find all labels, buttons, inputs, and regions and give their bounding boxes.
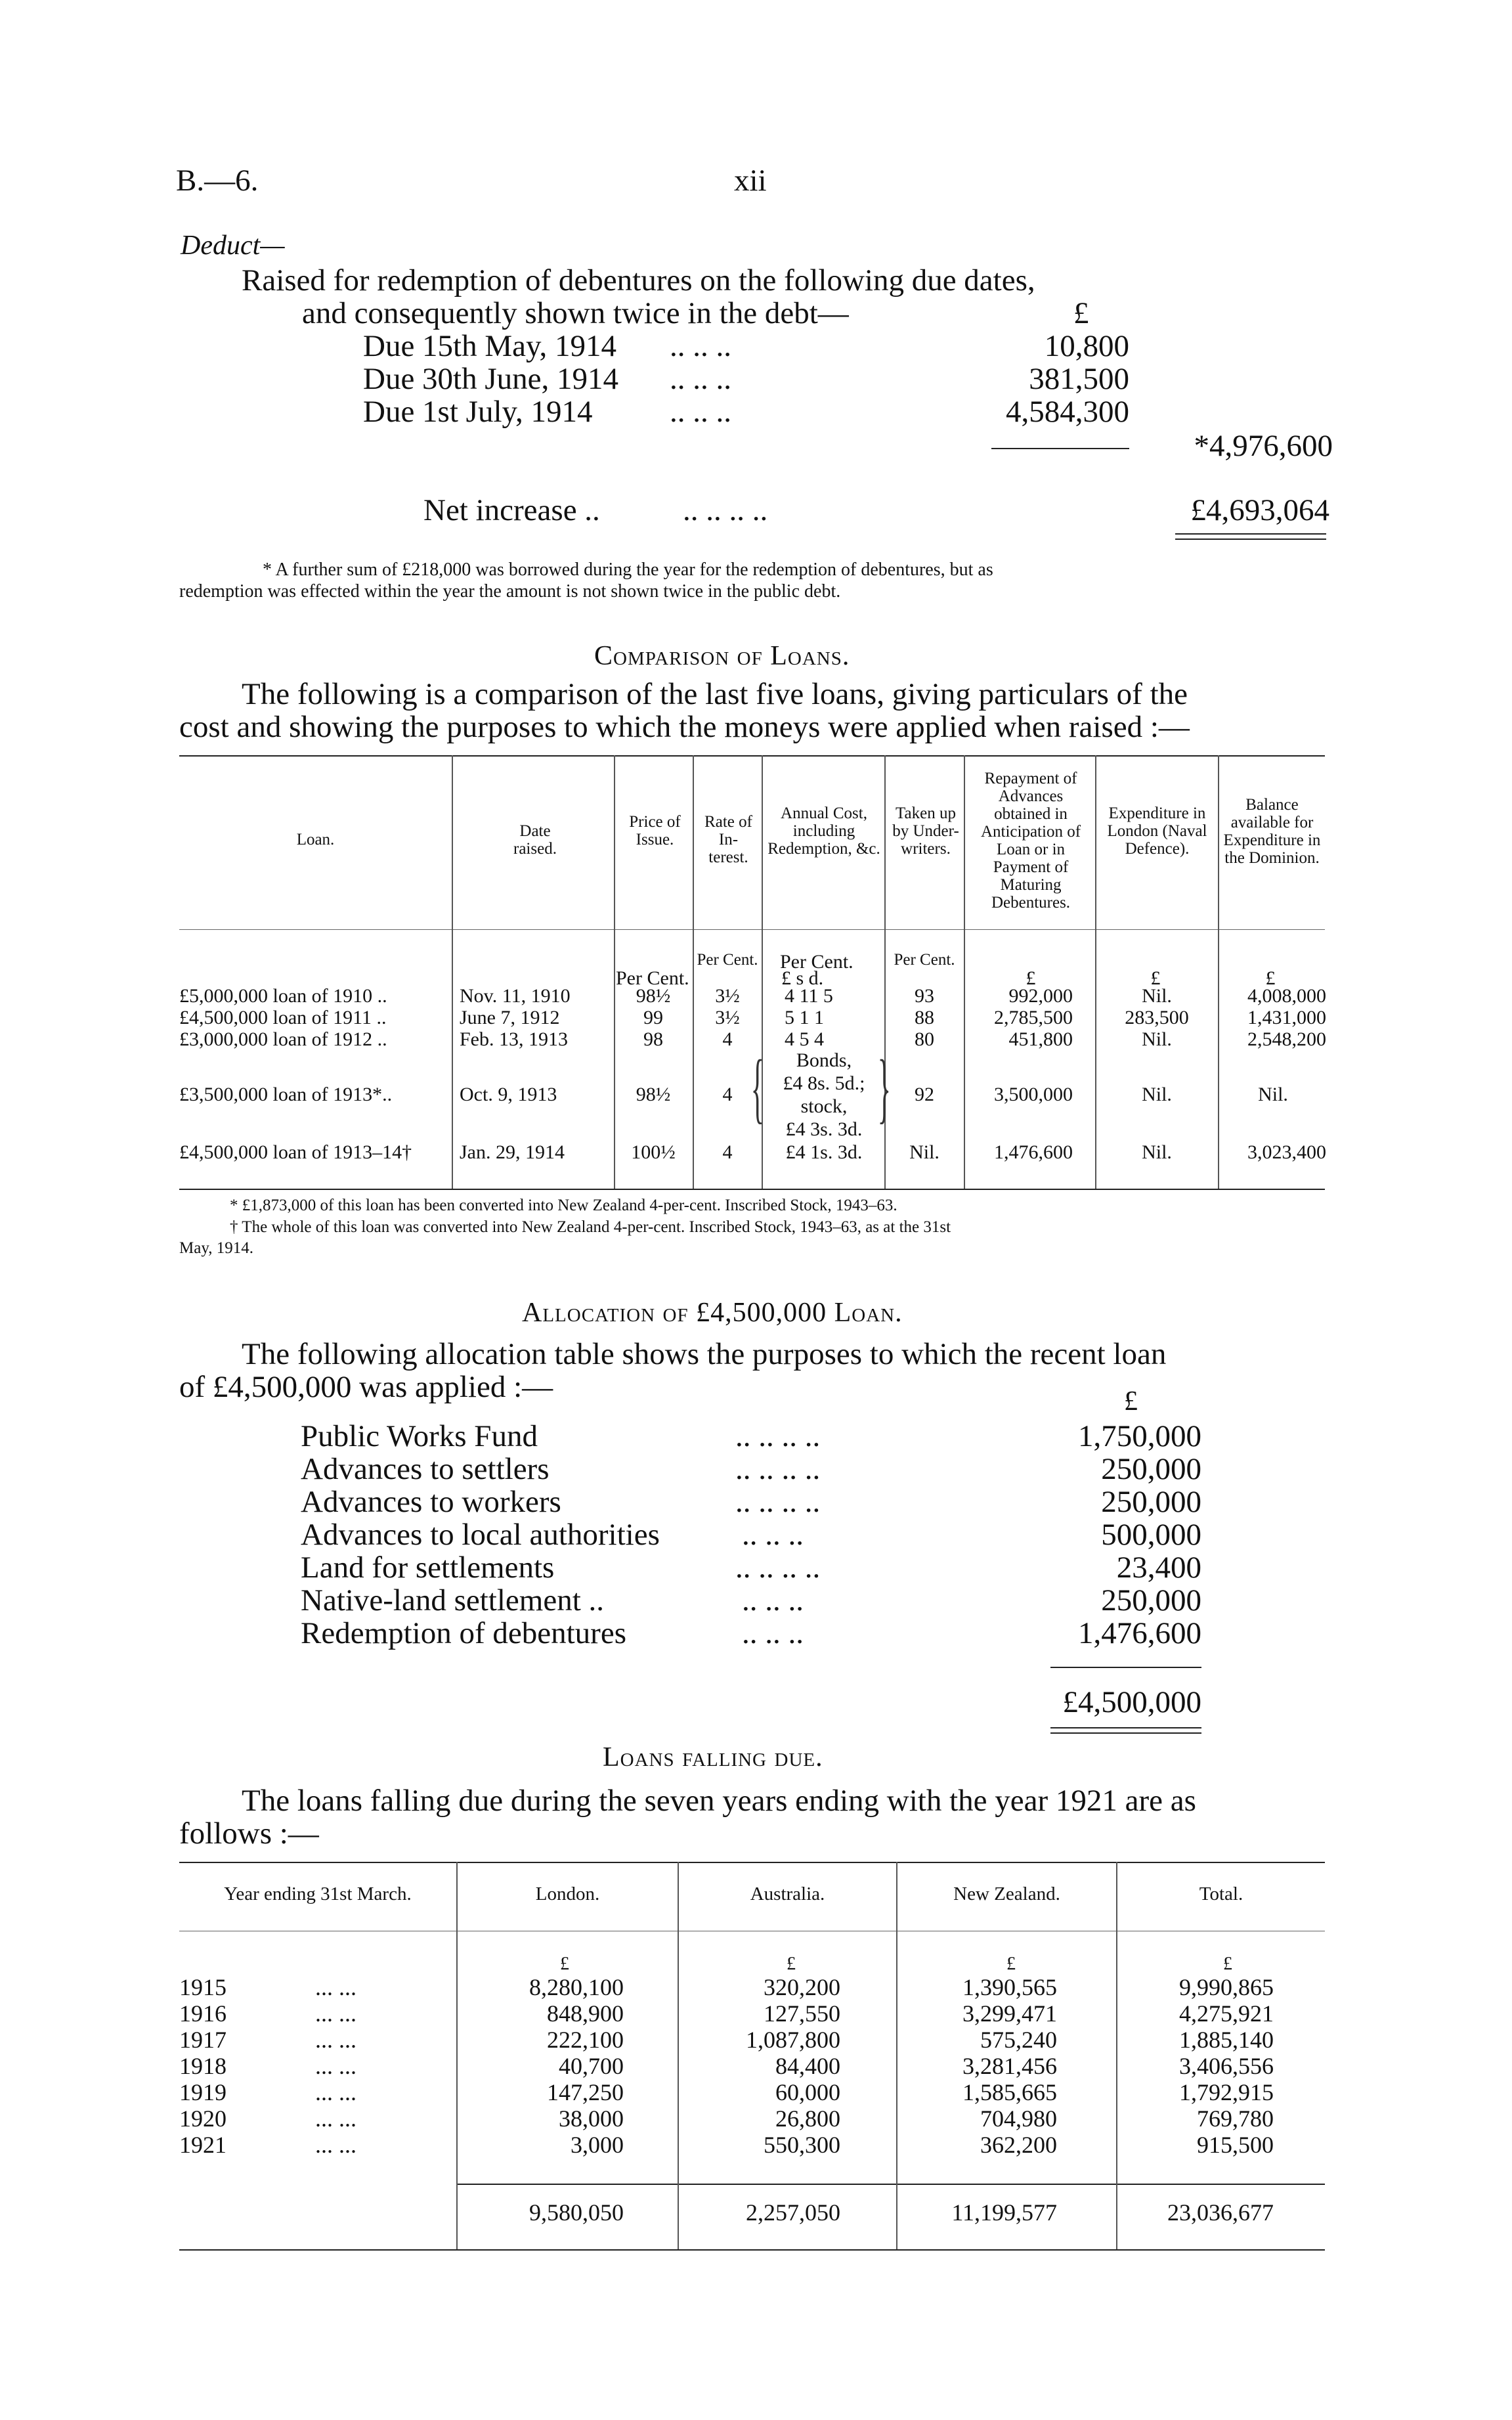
cell-annual: 4 5 4 — [785, 1028, 824, 1050]
allocation-item-dots: .. .. .. .. — [735, 1419, 821, 1453]
col-header-australia: Australia. — [750, 1883, 825, 1904]
allocation-item-amount: 250,000 — [1101, 1452, 1201, 1486]
unit-repay: £ — [1026, 967, 1036, 989]
cell-taken: 80 — [915, 1028, 934, 1050]
allocation-item-dots: .. .. .. .. — [735, 1452, 821, 1486]
net-increase-value: £4,693,064 — [1190, 493, 1329, 527]
cell-rate: 3½ — [715, 1007, 740, 1028]
cell-date: Feb. 13, 1913 — [460, 1028, 568, 1050]
cell-price: 99 — [643, 1007, 663, 1028]
allocation-item-amount: 500,000 — [1101, 1518, 1201, 1552]
cell-total: 769,780 — [1197, 2105, 1274, 2132]
allocation-item-amount: 1,750,000 — [1078, 1419, 1201, 1453]
col-header-rate: Rate of In- terest. — [704, 813, 752, 866]
cell-expend: Nil. — [1142, 1141, 1172, 1163]
allocation-total: £4,500,000 — [1062, 1685, 1201, 1719]
allocation-rule — [1050, 1667, 1201, 1668]
cell-london: 3,000 — [571, 2132, 624, 2158]
cell-taken: 92 — [915, 1084, 934, 1105]
cell-price: 98½ — [636, 1084, 671, 1105]
cell-balance: 3,023,400 — [1247, 1141, 1326, 1163]
cell-repay: 451,800 — [1008, 1028, 1073, 1050]
total-nz: 11,199,577 — [951, 2199, 1057, 2226]
unit-australia: £ — [787, 1954, 796, 1974]
allocation-item-dots: .. .. .. .. — [735, 1485, 821, 1519]
comparison-intro: cost and showing the purposes to which the moneys were applied when raised :— — [179, 710, 1190, 744]
brace-right: } — [877, 1044, 891, 1131]
cell-nz: 575,240 — [980, 2027, 1057, 2053]
cell-dots: ... ... — [315, 2132, 356, 2158]
col-header-nz: New Zealand. — [953, 1883, 1060, 1904]
cell-nz: 1,390,565 — [962, 1974, 1057, 2000]
comparison-title: Comparison of Loans. — [594, 641, 850, 671]
cell-repay: 3,500,000 — [994, 1084, 1073, 1105]
cell-annual: £4 1s. 3d. — [785, 1141, 863, 1163]
allocation-item-amount: 23,400 — [1116, 1551, 1201, 1585]
cell-expend: Nil. — [1142, 985, 1172, 1007]
cell-australia: 1,087,800 — [746, 2027, 840, 2053]
unit-taken: Per Cent. — [894, 951, 955, 969]
allocation-item-amount: 250,000 — [1101, 1485, 1201, 1519]
cell-price: 100½ — [631, 1141, 676, 1163]
cell-loan: £3,500,000 loan of 1913*.. — [179, 1084, 393, 1105]
deduct-item-dots: .. .. .. — [670, 329, 731, 363]
cell-balance: 2,548,200 — [1247, 1028, 1326, 1050]
cell-dots: ... ... — [315, 2079, 356, 2105]
allocation-item-dots: .. .. .. — [742, 1616, 804, 1650]
cell-taken: 93 — [915, 985, 934, 1007]
cell-loan: £4,500,000 loan of 1911 .. — [179, 1007, 387, 1028]
cell-australia: 320,200 — [764, 1974, 840, 2000]
cell-year: 1917 — [179, 2027, 227, 2053]
unit-balance: £ — [1265, 967, 1276, 989]
cell-australia: 84,400 — [775, 2053, 840, 2079]
cell-dots: ... ... — [315, 2053, 356, 2079]
cell-australia: 60,000 — [775, 2079, 840, 2105]
page-number: xii — [734, 164, 767, 198]
deduct-line1: Raised for redemption of debentures on the following due dates, — [242, 263, 1035, 297]
deduct-line2: and consequently shown twice in the debt— — [302, 296, 849, 330]
cell-annual-line: £4 8s. 5d.; — [783, 1072, 865, 1094]
unit-expend: £ — [1150, 967, 1161, 989]
cell-expend: 283,500 — [1125, 1007, 1189, 1028]
cell-expend: Nil. — [1142, 1084, 1172, 1105]
cell-date: Nov. 11, 1910 — [460, 985, 571, 1007]
net-increase-dots: .. .. .. .. — [683, 493, 768, 527]
allocation-currency: £ — [1124, 1386, 1138, 1417]
allocation-title: Allocation of £4,500,000 Loan. — [522, 1298, 903, 1328]
cell-annual: 4 11 5 — [785, 985, 833, 1007]
cell-australia: 26,800 — [775, 2105, 840, 2132]
allocation-item-label: Redemption of debentures — [301, 1616, 626, 1650]
allocation-item-label: Public Works Fund — [301, 1419, 538, 1453]
allocation-item-dots: .. .. .. — [742, 1518, 804, 1552]
cell-total: 1,792,915 — [1179, 2079, 1274, 2105]
cell-total: 1,885,140 — [1179, 2027, 1274, 2053]
cell-year: 1920 — [179, 2105, 227, 2132]
double-rule — [1175, 533, 1326, 535]
deduct-footnote: redemption was effected within the year the amount is not shown twice in the public debt. — [179, 581, 841, 602]
cell-nz: 3,281,456 — [962, 2053, 1057, 2079]
cell-year: 1915 — [179, 1974, 227, 2000]
comparison-footnote: † The whole of this loan was converted into New Zealand 4-per-cent. Inscribed Stock, 1943–63, as at the 31st — [230, 1218, 951, 1236]
cell-london: 147,250 — [547, 2079, 624, 2105]
col-header-date: Date raised. — [513, 822, 557, 858]
cell-dots: ... ... — [315, 2000, 356, 2027]
deduct-item-dots: .. .. .. — [670, 395, 731, 429]
allocation-item-label: Advances to workers — [301, 1485, 561, 1519]
cell-taken: 88 — [915, 1007, 934, 1028]
cell-australia: 127,550 — [764, 2000, 840, 2027]
deduct-item-label: Due 15th May, 1914 — [363, 329, 616, 363]
cell-dots: ... ... — [315, 2105, 356, 2132]
falling-due-title: Loans falling due. — [603, 1742, 823, 1772]
brace-left: { — [750, 1044, 764, 1131]
cell-year: 1921 — [179, 2132, 227, 2158]
cell-annual-line: stock, — [800, 1095, 848, 1117]
cell-london: 38,000 — [559, 2105, 624, 2132]
allocation-item-label: Advances to settlers — [301, 1452, 550, 1486]
col-header-year: Year ending 31st March. — [224, 1883, 412, 1904]
cell-annual-line: £4 3s. 3d. — [785, 1118, 863, 1140]
cell-taken: Nil. — [909, 1141, 940, 1163]
col-header-loan: Loan. — [296, 831, 335, 848]
cell-balance: 4,008,000 — [1247, 985, 1326, 1007]
cell-rate: 4 — [722, 1028, 733, 1050]
double-rule — [1050, 1732, 1201, 1734]
allocation-item-dots: .. .. .. .. — [735, 1551, 821, 1585]
cell-rate: 4 — [722, 1084, 733, 1105]
cell-repay: 992,000 — [1008, 985, 1073, 1007]
allocation-intro: of £4,500,000 was applied :— — [179, 1370, 553, 1404]
deduct-item-amount: 10,800 — [1044, 329, 1129, 363]
cell-total: 4,275,921 — [1179, 2000, 1274, 2027]
deduct-item-label: Due 1st July, 1914 — [363, 395, 593, 429]
total-australia: 2,257,050 — [746, 2199, 840, 2226]
allocation-intro: The following allocation table shows the purposes to which the recent loan — [242, 1337, 1167, 1371]
cell-date: Oct. 9, 1913 — [460, 1084, 557, 1105]
cell-price: 98½ — [636, 985, 671, 1007]
col-header-taken: Taken up by Under- writers. — [892, 804, 959, 858]
falling-due-intro: follows :— — [179, 1816, 319, 1851]
deduct-item-label: Due 30th June, 1914 — [363, 362, 619, 396]
deduct-total: *4,976,600 — [1194, 429, 1333, 463]
comparison-intro: The following is a comparison of the last five loans, giving particulars of the — [242, 677, 1188, 711]
cell-london: 848,900 — [547, 2000, 624, 2027]
cell-expend: Nil. — [1142, 1028, 1172, 1050]
cell-nz: 362,200 — [980, 2132, 1057, 2158]
cell-year: 1916 — [179, 2000, 227, 2027]
cell-london: 8,280,100 — [529, 1974, 624, 2000]
allocation-item-label: Advances to local authorities — [301, 1518, 660, 1552]
unit-annual: Per Cent. — [780, 951, 853, 973]
total-london: 9,580,050 — [529, 2199, 624, 2226]
col-header-repay: Repayment of Advances obtained in Anticipation of Loan or in Payment of Maturing Debentures. — [980, 770, 1081, 912]
unit-nz: £ — [1006, 1954, 1016, 1974]
col-header-price: Price of Issue. — [629, 813, 681, 848]
cell-loan: £5,000,000 loan of 1910 .. — [179, 985, 387, 1007]
cell-annual: 5 1 1 — [785, 1007, 824, 1028]
allocation-item-label: Land for settlements — [301, 1551, 555, 1585]
cell-annual-line: Bonds, — [796, 1049, 852, 1071]
cell-nz: 3,299,471 — [962, 2000, 1057, 2027]
col-header-balance: Balance available for Expenditure in the Dominion. — [1223, 796, 1321, 867]
comparison-footnote: May, 1914. — [179, 1239, 253, 1257]
double-rule — [1175, 539, 1326, 540]
cell-loan: £3,000,000 loan of 1912 .. — [179, 1028, 387, 1050]
cell-price: 98 — [643, 1028, 663, 1050]
cell-repay: 1,476,600 — [994, 1141, 1073, 1163]
comparison-footnote: * £1,873,000 of this loan has been converted into New Zealand 4-per-cent. Inscribed Stock, 1943–63. — [230, 1197, 897, 1214]
deduct-currency: £ — [1073, 296, 1089, 330]
cell-date: Jan. 29, 1914 — [460, 1141, 565, 1163]
col-header-expend: Expenditure in London (Naval Defence). — [1107, 804, 1207, 858]
cell-total: 3,406,556 — [1179, 2053, 1274, 2079]
cell-dots: ... ... — [315, 2027, 356, 2053]
total-total: 23,036,677 — [1167, 2199, 1274, 2226]
cell-nz: 704,980 — [980, 2105, 1057, 2132]
deduct-item-dots: .. .. .. — [670, 362, 731, 396]
unit-price: Per Cent. — [616, 967, 689, 989]
cell-total: 915,500 — [1197, 2132, 1274, 2158]
deduct-item-amount: 4,584,300 — [1006, 395, 1129, 429]
cell-london: 40,700 — [559, 2053, 624, 2079]
double-rule — [1050, 1727, 1201, 1728]
net-increase-label: Net increase .. — [423, 493, 600, 527]
unit-rate: Per Cent. — [697, 951, 758, 969]
falling-due-intro: The loans falling due during the seven years ending with the year 1921 are as — [242, 1784, 1196, 1818]
cell-rate: 3½ — [715, 985, 740, 1007]
cell-year: 1919 — [179, 2079, 227, 2105]
cell-rate: 4 — [722, 1141, 733, 1163]
deduct-label: Deduct— — [181, 231, 285, 261]
unit-total: £ — [1223, 1954, 1232, 1974]
allocation-item-label: Native-land settlement .. — [301, 1583, 605, 1617]
cell-nz: 1,585,665 — [962, 2079, 1057, 2105]
col-header-london: London. — [535, 1883, 600, 1904]
cell-balance: Nil. — [1258, 1084, 1288, 1105]
unit-annual-lsd: £ s d. — [781, 967, 824, 989]
col-header-annual: Annual Cost, including Redemption, &c. — [767, 804, 880, 858]
cell-london: 222,100 — [547, 2027, 624, 2053]
page-ref: B.—6. — [176, 164, 259, 198]
allocation-item-dots: .. .. .. — [742, 1583, 804, 1617]
subtotal-rule — [991, 448, 1129, 449]
cell-balance: 1,431,000 — [1247, 1007, 1326, 1028]
col-header-total: Total. — [1199, 1883, 1243, 1904]
cell-repay: 2,785,500 — [994, 1007, 1073, 1028]
cell-year: 1918 — [179, 2053, 227, 2079]
unit-london: £ — [560, 1954, 569, 1974]
cell-total: 9,990,865 — [1179, 1974, 1274, 2000]
cell-dots: ... ... — [315, 1974, 356, 2000]
deduct-item-amount: 381,500 — [1029, 362, 1129, 396]
allocation-item-amount: 1,476,600 — [1078, 1616, 1201, 1650]
cell-loan: £4,500,000 loan of 1913–14† — [179, 1141, 412, 1163]
cell-australia: 550,300 — [764, 2132, 840, 2158]
deduct-footnote: * A further sum of £218,000 was borrowed during the year for the redemption of debentures, but as — [263, 560, 993, 580]
allocation-item-amount: 250,000 — [1101, 1583, 1201, 1617]
cell-date: June 7, 1912 — [460, 1007, 560, 1028]
